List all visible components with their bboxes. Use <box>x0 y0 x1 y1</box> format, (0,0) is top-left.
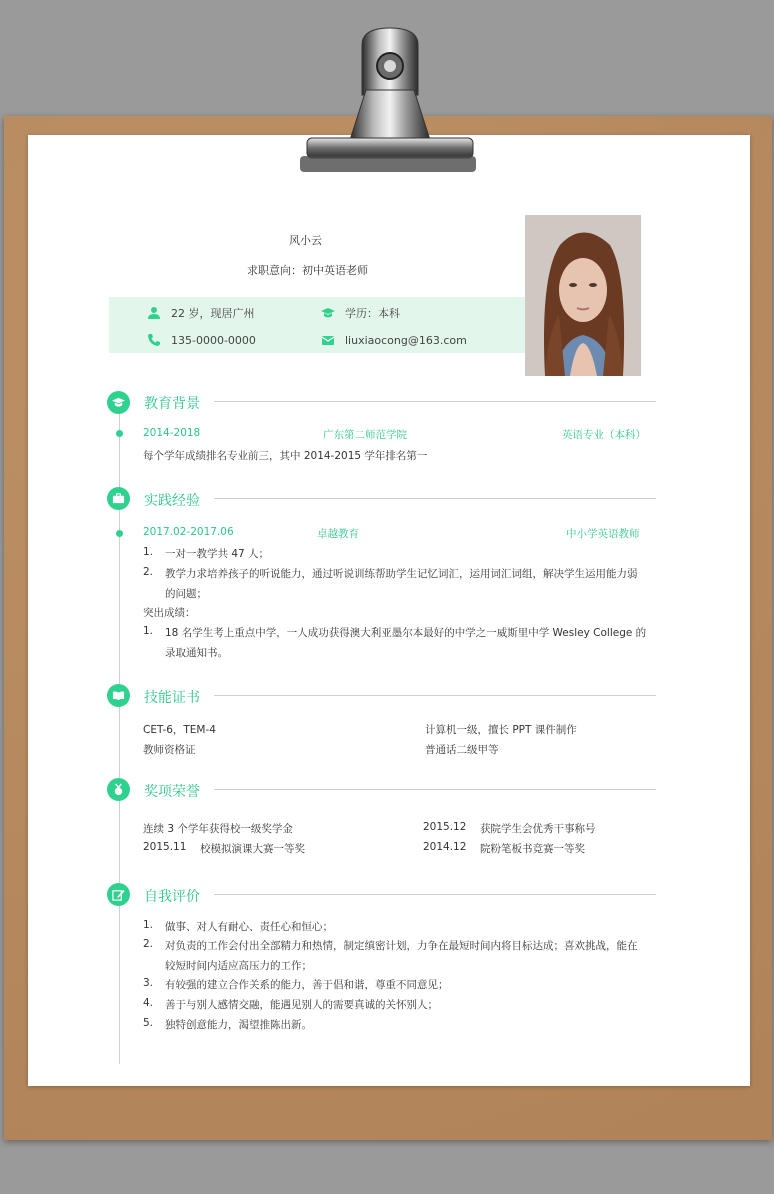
self-item-5-num: 5. <box>143 1017 154 1029</box>
age-location-text: 22 岁，现居广州 <box>171 307 255 320</box>
practice-dot <box>116 530 123 537</box>
practice-highlight-num: 1. <box>143 625 154 637</box>
self-divider <box>214 894 656 895</box>
education-major: 英语专业（本科） <box>562 429 646 441</box>
practice-item-2-line2: 的问题； <box>165 588 207 600</box>
skills-divider <box>214 695 656 696</box>
practice-item-2-line1: 教学力求培养孩子的听说能力，通过听说训练帮助学生记忆词汇，运用词汇词组，解决学生运用能力弱 <box>165 568 638 580</box>
graduation-cap-icon <box>112 396 125 409</box>
self-item-4-num: 4. <box>143 997 154 1009</box>
phone-text: 135-0000-0000 <box>171 333 256 347</box>
self-item-4-text: 善于与别人感情交融，能遇见别人的需要真诚的关怀别人； <box>165 999 438 1011</box>
education-school: 广东第二师范学院 <box>323 429 407 441</box>
self-item-3-num: 3. <box>143 977 154 989</box>
practice-role: 中小学英语教师 <box>566 528 640 540</box>
candidate-name: 风小云 <box>289 234 322 247</box>
practice-item-1-num: 1. <box>143 546 154 558</box>
practice-item-2-num: 2. <box>143 566 154 578</box>
info-age-location <box>147 305 255 321</box>
skills-title: 技能证书 <box>144 690 200 706</box>
job-intention: 求职意向：初中英语老师 <box>247 264 368 277</box>
award-3-date: 2015.11 <box>143 841 187 853</box>
practice-title: 实践经验 <box>144 493 200 509</box>
self-item-2-line1: 对负责的工作会付出全部精力和热情，制定缜密计划，力争在最短时间内将目标达成；喜欢挑战，能在 <box>165 940 638 952</box>
practice-item-1-text: 一对一教学共 47 人； <box>165 548 270 560</box>
self-item-2-line2: 较短时间内适应高压力的工作； <box>165 960 312 972</box>
award-2-date: 2015.12 <box>423 821 467 833</box>
self-item-1-num: 1. <box>143 919 154 931</box>
award-4-text: 院粉笔板书竞赛一等奖 <box>480 843 585 855</box>
award-3-text: 校模拟演课大赛一等奖 <box>200 843 305 855</box>
skills-section-icon <box>107 684 130 707</box>
mail-icon <box>321 333 335 347</box>
education-text: 学历：本科 <box>345 307 400 320</box>
practice-section-icon <box>107 487 130 510</box>
skill-3: 教师资格证 <box>143 744 196 756</box>
practice-org: 卓越教育 <box>317 528 359 540</box>
briefcase-icon <box>112 492 125 505</box>
education-divider <box>214 401 656 402</box>
info-phone <box>147 333 256 347</box>
graduation-cap-icon <box>321 306 335 320</box>
award-1-text: 连续 3 个学年获得校一级奖学金 <box>143 823 293 835</box>
medal-icon <box>112 783 125 796</box>
awards-divider <box>214 789 656 790</box>
practice-highlight-line1: 18 名学生考上重点中学，一人成功获得澳大利亚墨尔本最好的中学之一威斯里中学 Wesley College 的 <box>165 627 647 639</box>
self-item-3-text: 有较强的建立合作关系的能力，善于倡和谐，尊重不同意见； <box>165 979 449 991</box>
profile-photo <box>525 215 641 376</box>
education-period: 2014-2018 <box>143 427 201 439</box>
skill-1: CET-6，TEM-4 <box>143 724 216 736</box>
skill-2: 计算机一级，擅长 PPT 课件制作 <box>425 724 577 736</box>
award-2-text: 获院学生会优秀干事称号 <box>480 823 596 835</box>
self-section-icon <box>107 883 130 906</box>
award-4-date: 2014.12 <box>423 841 467 853</box>
self-item-5-text: 独特创意能力，渴望推陈出新。 <box>165 1019 312 1031</box>
self-item-2-num: 2. <box>143 938 154 950</box>
email-text: liuxiaocong@163.com <box>345 333 467 347</box>
practice-highlight-label: 突出成绩： <box>143 607 196 619</box>
self-title: 自我评价 <box>144 889 200 905</box>
user-icon <box>147 306 161 320</box>
skill-4: 普通话二级甲等 <box>425 744 499 756</box>
book-icon <box>112 689 125 702</box>
phone-icon <box>147 333 161 347</box>
practice-divider <box>214 498 656 499</box>
education-detail: 每个学年成绩排名专业前三，其中 2014-2015 学年排名第一 <box>143 450 428 462</box>
practice-highlight-line2: 录取通知书。 <box>165 647 228 659</box>
awards-section-icon <box>107 778 130 801</box>
info-education <box>321 305 400 321</box>
practice-period: 2017.02-2017.06 <box>143 526 234 538</box>
awards-title: 奖项荣誉 <box>144 784 200 800</box>
education-title: 教育背景 <box>144 396 200 412</box>
self-item-1-text: 做事、对人有耐心、责任心和恒心； <box>165 921 333 933</box>
info-email <box>321 333 467 347</box>
education-section-icon <box>107 391 130 414</box>
edit-icon <box>112 888 125 901</box>
education-dot <box>116 430 123 437</box>
